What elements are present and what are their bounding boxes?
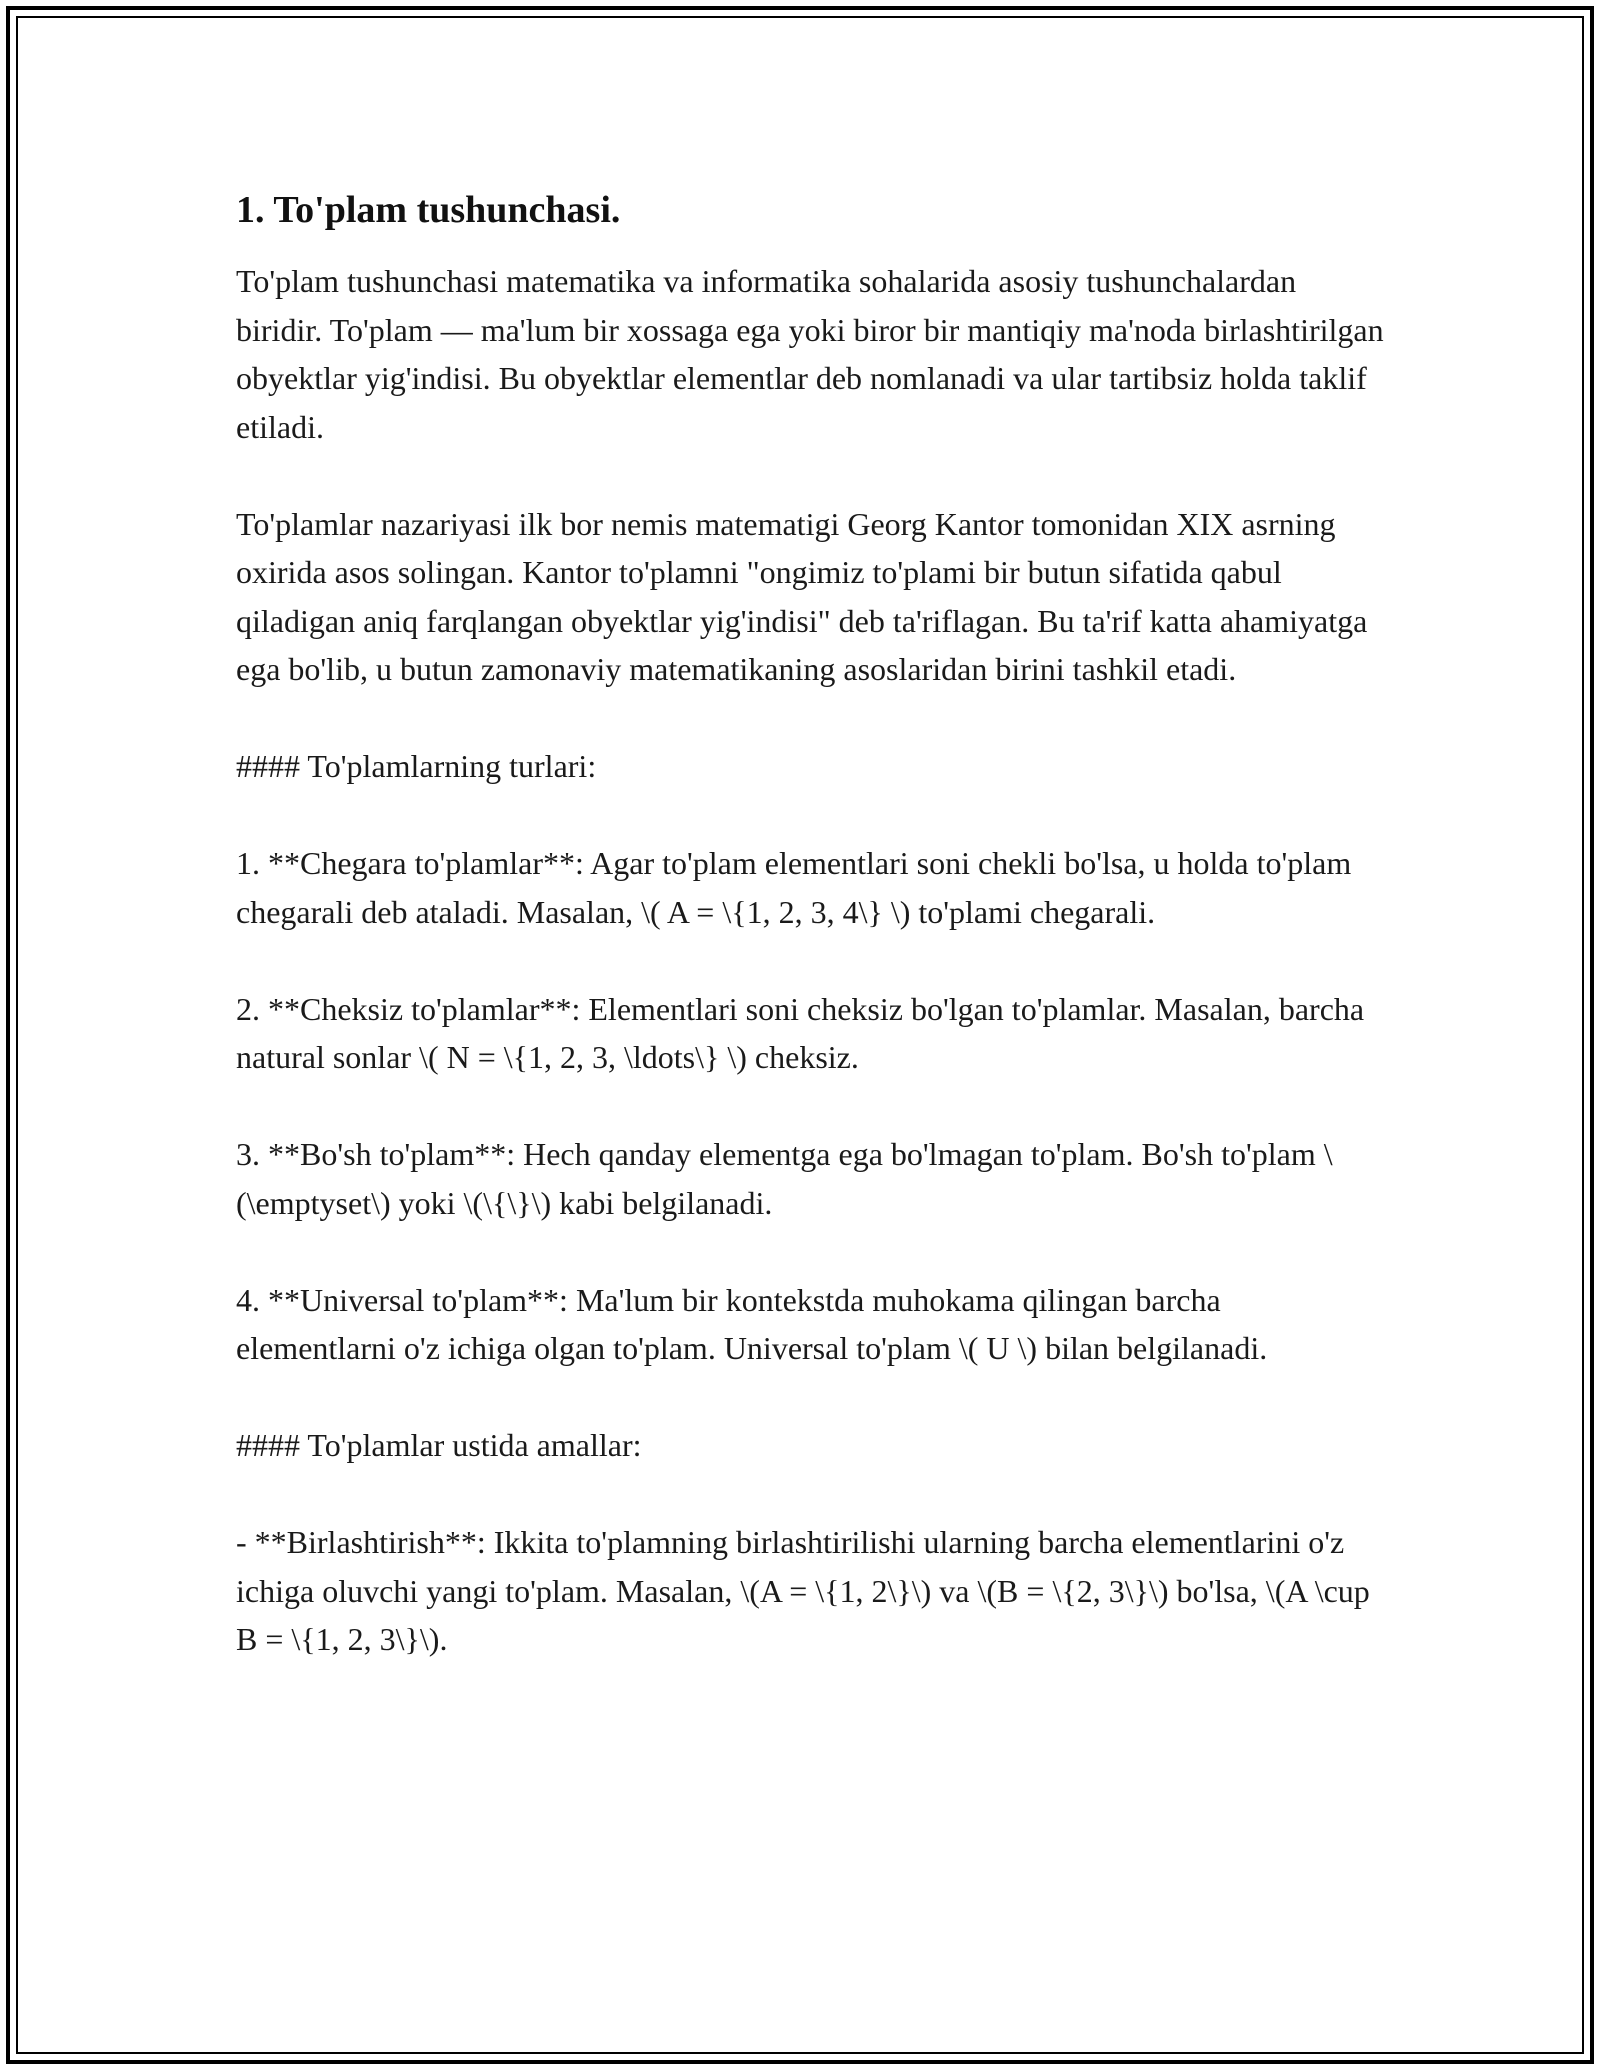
list-item-finite-sets: 1. **Chegara to'plamlar**: Agar to'plam elementlari soni chekli bo'lsa, u holda to'plam chegarali deb ataladi. Masalan, \( A = \{1, 2, 3, 4\} \) to'plami chegarali. — [236, 845, 1360, 930]
list-item-universal-set: 4. **Universal to'plam**: Ma'lum bir kontekstda muhokama qilingan barcha elementlarni o'z ichiga olgan to'plam. Universal to'plam \( U \) bilan belgilanadi. — [236, 1281, 1268, 1366]
history-paragraph: To'plamlar nazariyasi ilk bor nemis matematigi Georg Kantor tomonidan XIX asrning oxirida asos solingan. Kantor to'plamni "ongimiz to'plami bir butun sifatida qabul qiladigan aniq farqlangan obyektlar yig'indisi" deb ta'riflagan. Bu ta'rif katta ahamiyatga ega bo'lib, u butun zamonaviy matematikaning asoslaridan birini tashkil etadi. — [236, 505, 1376, 687]
operations-heading: #### To'plamlar ustida amallar: — [236, 1427, 642, 1463]
list-item-empty-set: 3. **Bo'sh to'plam**: Hech qanday elementga ega bo'lmagan to'plam. Bo'sh to'plam \(\emptyset\) yoki \(\{\}\) kabi belgilanadi. — [236, 1136, 1333, 1221]
intro-paragraph: To'plam tushunchasi matematika va informatika sohalarida asosiy tushunchalardan biridir. To'plam — ma'lum bir xossaga ega yoki biror bir mantiqiy ma'noda birlashtirilgan obyektlar yig'indisi. Bu obyektlar elementlar deb nomlanadi va ular tartibsiz holda taklif etiladi. — [236, 263, 1392, 445]
list-item-infinite-sets: 2. **Cheksiz to'plamlar**: Elementlari soni cheksiz bo'lgan to'plamlar. Masalan, barcha natural sonlar \( N = \{1, 2, 3, \ldots\} \) cheksiz. — [236, 990, 1373, 1075]
types-heading: #### To'plamlarning turlari: — [236, 748, 597, 784]
list-item-union: - **Birlashtirish**: Ikkita to'plamning birlashtirilishi ularning barcha elementlarini o'z ichiga oluvchi yangi to'plam. Masalan, \(A = \{1, 2\}\) va \(B = \{2, 3\}\) bo'lsa, \(A \cup B = \{1, 2, 3\}\). — [236, 1524, 1378, 1657]
document-body — [236, 185, 1392, 1664]
section-title: 1. To'plam tushunchasi. — [236, 189, 621, 231]
